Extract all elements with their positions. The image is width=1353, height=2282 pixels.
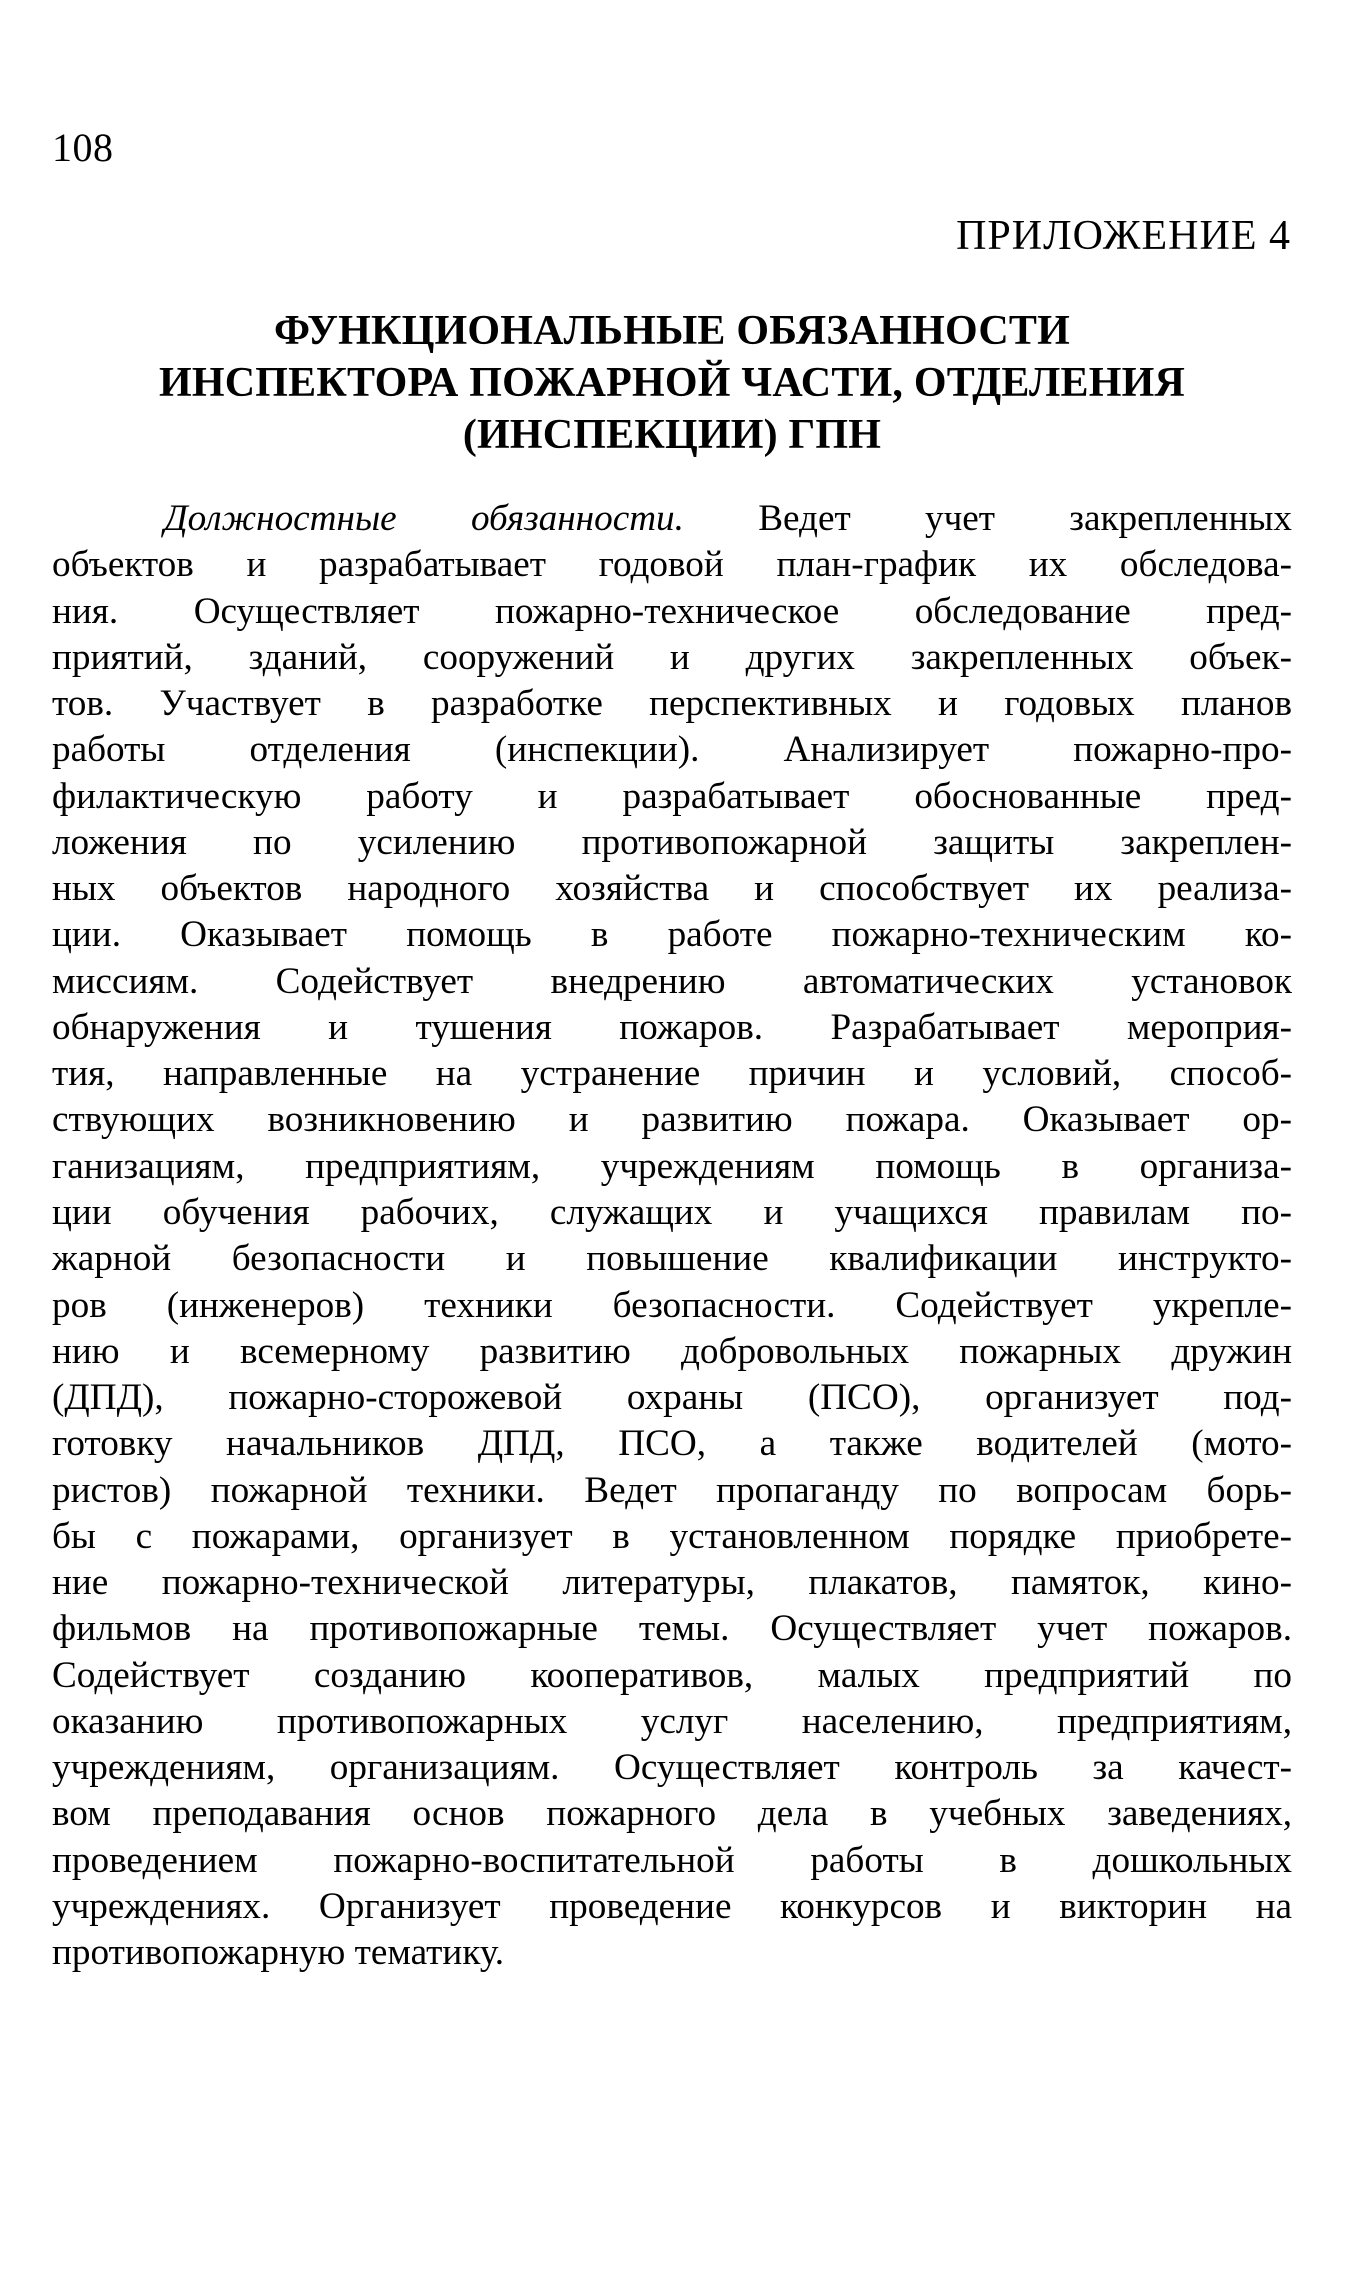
paragraph-line: учреждениях. Организует проведение конкурсов и викторин на bbox=[52, 1885, 1292, 1927]
paragraph-line: ции. Оказывает помощь в работе пожарно-техническим ко- bbox=[52, 914, 1292, 956]
body-paragraph bbox=[52, 496, 1292, 1977]
title-line: ИНСПЕКТОРА ПОЖАРНОЙ ЧАСТИ, ОТДЕЛЕНИЯ bbox=[158, 360, 1185, 406]
paragraph-line: ствующих возникновению и развитию пожара. Оказывает ор- bbox=[52, 1099, 1292, 1141]
section-title bbox=[52, 305, 1292, 461]
appendix-label: ПРИЛОЖЕНИЕ 4 bbox=[956, 213, 1291, 259]
paragraph-line: ристов) пожарной техники. Ведет пропаганду по вопросам борь- bbox=[52, 1469, 1292, 1511]
paragraph-line: приятий, зданий, сооружений и других закрепленных объек- bbox=[52, 636, 1292, 678]
paragraph-line: обнаружения и тушения пожаров. Разрабатывает мероприя- bbox=[52, 1006, 1292, 1048]
paragraph-line: бы с пожарами, организует в установленном порядке приобрете- bbox=[52, 1515, 1292, 1557]
paragraph-line: (ДПД), пожарно-сторожевой охраны (ПСО), организует под- bbox=[52, 1377, 1292, 1419]
page-number: 108 bbox=[52, 125, 114, 170]
paragraph-line: ния. Осуществляет пожарно-техническое обследование пред- bbox=[52, 590, 1292, 632]
paragraph-line: ных объектов народного хозяйства и способствует их реализа- bbox=[52, 868, 1292, 910]
paragraph-line: работы отделения (инспекции). Анализирует пожарно-про- bbox=[52, 729, 1292, 771]
paragraph-line: ции обучения рабочих, служащих и учащихся правилам по- bbox=[52, 1191, 1292, 1233]
paragraph-line: ров (инженеров) техники безопасности. Содействует укрепле- bbox=[52, 1284, 1292, 1326]
paragraph-line: готовку начальников ДПД, ПСО, а также водителей (мото- bbox=[52, 1423, 1292, 1465]
paragraph-line: жарной безопасности и повышение квалификации инструкто- bbox=[52, 1238, 1292, 1280]
first-line-text: Ведет учет закрепленных bbox=[683, 498, 1292, 539]
title-line: (ИНСПЕКЦИИ) ГПН bbox=[462, 412, 882, 458]
paragraph-line: ние пожарно-технической литературы, плакатов, памяток, кино- bbox=[52, 1562, 1292, 1604]
paragraph-line: филактическую работу и разрабатывает обоснованные пред- bbox=[52, 775, 1292, 817]
paragraph-line: нию и всемерному развитию добровольных пожарных дружин bbox=[52, 1330, 1292, 1372]
paragraph-line: вом преподавания основ пожарного дела в учебных заведениях, bbox=[52, 1793, 1292, 1835]
paragraph-line: ложения по усилению противопожарной защиты закреплен- bbox=[52, 821, 1292, 863]
lead-italic-heading: Должностные обязанности. bbox=[164, 498, 684, 539]
paragraph-line: тия, направленные на устранение причин и условий, способ- bbox=[52, 1053, 1292, 1095]
paragraph-line: объектов и разрабатывает годовой план-график их обследова- bbox=[52, 544, 1292, 586]
paragraph-line: миссиям. Содействует внедрению автоматических установок bbox=[52, 960, 1292, 1002]
paragraph-first-line bbox=[52, 496, 1292, 542]
paragraph-line: тов. Участвует в разработке перспективных и годовых планов bbox=[52, 683, 1292, 725]
title-line: ФУНКЦИОНАЛЬНЫЕ ОБЯЗАННОСТИ bbox=[274, 308, 1070, 354]
paragraph-line: проведением пожарно-воспитательной работы в дошкольных bbox=[52, 1839, 1292, 1881]
paragraph-line: фильмов на противопожарные темы. Осуществляет учет пожаров. bbox=[52, 1608, 1292, 1650]
paragraph-line: ганизациям, предприятиям, учреждениям помощь в организа- bbox=[52, 1145, 1292, 1187]
paragraph-line: Содействует созданию кооперативов, малых предприятий по bbox=[52, 1654, 1292, 1696]
paragraph-last-line: противопожарную тематику. bbox=[52, 1932, 505, 1974]
paragraph-line: учреждениям, организациям. Осуществляет контроль за качест- bbox=[52, 1747, 1292, 1789]
paragraph-line: оказанию противопожарных услуг населению, предприятиям, bbox=[52, 1700, 1292, 1742]
